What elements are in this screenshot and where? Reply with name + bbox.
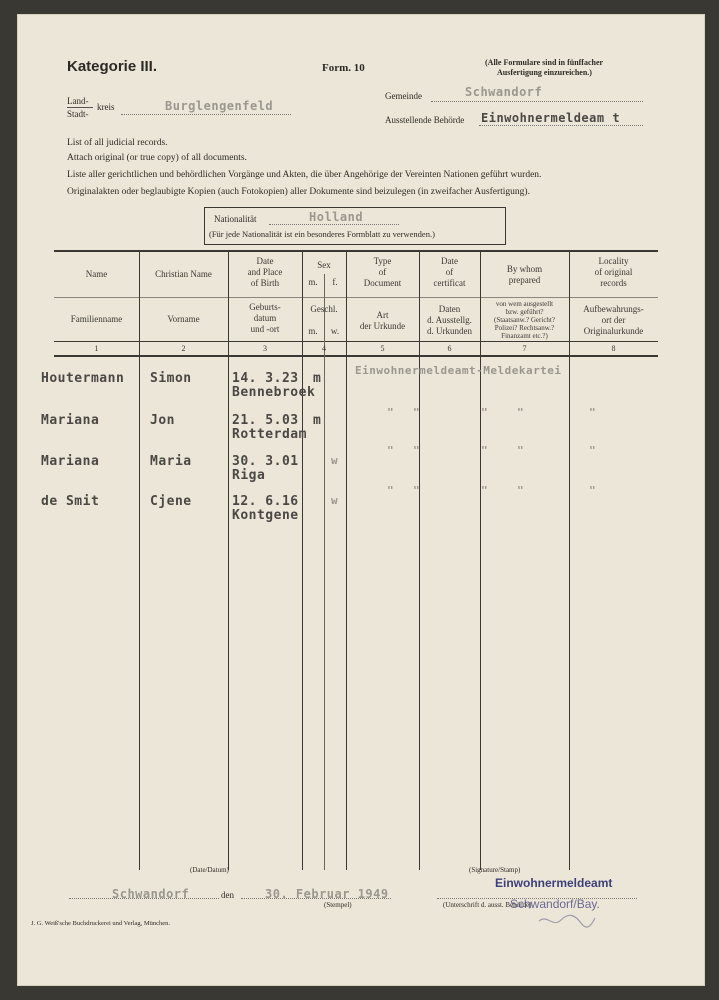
instruction-line-1: List of all judicial records. [67, 138, 168, 148]
row2-sex-m: m [313, 413, 322, 428]
row1-birth-place: Bennebroek [232, 385, 316, 400]
behoerde-field-line [479, 125, 643, 126]
row4-locality: " [589, 484, 597, 497]
table-top-border [54, 250, 658, 252]
row4-family-name: de Smit [41, 494, 100, 509]
column-divider-5-6 [419, 250, 420, 870]
row2-document-date: " [413, 406, 421, 419]
col-sex-de: Geschl. [310, 304, 338, 314]
col-number-5: 5 [380, 344, 385, 353]
row2-family-name: Mariana [41, 413, 100, 428]
printer-imprint: J. G. Weiß'sche Buchdruckerei und Verlag, München. [31, 920, 171, 927]
form-page [17, 14, 705, 986]
unterschrift-caption: (Unterschrift d. ausst. Behörde) [443, 901, 532, 909]
row3-birth-place: Riga [232, 468, 266, 483]
row4-document-type: " [387, 484, 395, 497]
col-number-4: 4 [322, 344, 326, 353]
gemeinde-value: Schwandorf [465, 85, 543, 99]
col-type-en: Type of Document [363, 256, 402, 288]
nationality-field-line [269, 224, 399, 225]
date-caption: (Date/Datum) [190, 866, 229, 874]
table-mid-divider [54, 297, 658, 298]
copies-note-line2: Ausfertigung einzureichen.) [497, 68, 592, 77]
row3-document-type: " [387, 444, 395, 457]
col-christian-name-en: Christian Name [155, 269, 212, 279]
gemeinde-label: Gemeinde [385, 91, 422, 101]
col-number-6: 6 [447, 344, 452, 353]
row2-locality: " [589, 406, 597, 419]
row3-first-name: Maria [150, 454, 192, 469]
column-divider-3-4 [302, 250, 303, 870]
row4-birth-date: 12. 6.16 [232, 494, 299, 509]
col-by-whom-de: von wem ausgestellt bzw. geführt? (Staatsanw.? Gericht? Polizei? Rechtsanw.? Finanzamt etc.?) [494, 300, 555, 340]
column-divider-sex [324, 274, 325, 870]
table-header-bottom [54, 355, 658, 357]
gemeinde-field-line [431, 101, 643, 102]
row4-document-date: " [413, 484, 421, 497]
stempel-caption: (Stempel) [324, 901, 352, 909]
col-number-1: 1 [94, 344, 99, 353]
nationality-value: Holland [309, 210, 364, 224]
copies-note-line1: (Alle Formulare sind in fünffacher [485, 58, 604, 67]
col-sex-m-de: m. [308, 326, 318, 336]
stadt-label: Stadt- [67, 109, 89, 119]
col-date-en: Date of certificat [433, 256, 466, 288]
col-sex-w-de: w. [330, 326, 340, 336]
col-sex-en: Sex [317, 260, 331, 270]
row4-birth-place: Kontgene [232, 508, 299, 523]
row1-document-type: Einwohnermeldeamt-Meldekartei [355, 364, 562, 377]
col-sex-m-en: m. [308, 277, 318, 287]
col-number-8: 8 [611, 344, 616, 353]
col-name-en: Name [85, 269, 108, 279]
behoerde-value: Einwohnermeldeam t [481, 111, 621, 125]
row2-first-name: Jon [150, 413, 175, 428]
row1-sex-m: m [313, 371, 322, 386]
row1-birth-date: 14. 3.23 [232, 371, 299, 386]
kreis-field-line [121, 114, 291, 115]
row3-family-name: Mariana [41, 454, 100, 469]
row2-document-type: " [387, 406, 395, 419]
row2-prepared-by-2: " [517, 406, 525, 419]
row3-birth-date: 30. 3.01 [232, 454, 299, 469]
col-type-de: Art der Urkunde [359, 310, 406, 331]
col-locality-de: Aufbewahrungs- ort der Originalurkunde [583, 304, 644, 336]
table-number-divider [54, 341, 658, 342]
signature-caption: (Signature/Stamp) [469, 866, 521, 874]
row4-prepared-by: " [481, 484, 489, 497]
column-divider-4-5 [346, 250, 347, 870]
column-divider-7-8 [569, 250, 570, 870]
col-birth-en: Date and Place of Birth [247, 256, 283, 288]
behoerde-label: Ausstellende Behörde [385, 115, 465, 125]
col-christian-name-de: Vorname [167, 314, 200, 324]
land-label: Land- [67, 96, 89, 106]
column-divider-2-3 [228, 250, 229, 870]
kreis-value: Burglengenfeld [165, 99, 274, 113]
row3-sex-w: w [331, 454, 339, 467]
row4-sex-w: w [331, 494, 339, 507]
col-birth-de: Geburts- datum und -ort [249, 302, 281, 334]
row3-document-date: " [413, 444, 421, 457]
row1-family-name: Houtermann [41, 371, 125, 386]
instruction-line-2: Attach original (or true copy) of all documents. [67, 153, 247, 163]
stamp-scribble [537, 912, 597, 935]
den-label: den [221, 890, 234, 900]
row2-prepared-by: " [481, 406, 489, 419]
column-divider-1-2 [139, 250, 140, 870]
category-title: Kategorie III. [67, 58, 158, 75]
row3-prepared-by-2: " [517, 444, 525, 457]
row3-locality: " [589, 444, 597, 457]
col-name-de: Familienname [70, 314, 123, 324]
col-by-whom-en: By whom prepared [506, 264, 543, 285]
col-number-2: 2 [181, 344, 186, 353]
nationality-note: (Für jede Nationalität ist ein besonderes Formblatt zu verwenden.) [209, 229, 435, 239]
row2-birth-place: Rotterdam [232, 427, 307, 442]
land-stadt-divider [67, 107, 93, 108]
col-locality-en: Locality of original records [594, 256, 633, 288]
row4-first-name: Cjene [150, 494, 192, 509]
row2-birth-date: 21. 5.03 [232, 413, 299, 428]
row4-prepared-by-2: " [517, 484, 525, 497]
instruction-line-3: Liste aller gerichtlichen und behördlichen Vorgänge und Akten, die über Angehörige der Vereinten Nationen geführt wurden. [67, 170, 542, 180]
form-number: Form. 10 [322, 62, 365, 74]
col-number-7: 7 [522, 344, 527, 353]
kreis-label: kreis [97, 102, 115, 112]
row3-prepared-by: " [481, 444, 489, 457]
col-sex-f-en: f. [332, 277, 338, 287]
row1-first-name: Simon [150, 371, 192, 386]
nationality-label: Nationalität [214, 214, 257, 224]
stamp-line1: Einwohnermeldeamt [495, 876, 613, 890]
col-number-3: 3 [263, 344, 267, 353]
instruction-line-4: Originalakten oder beglaubigte Kopien (auch Fotokopien) aller Dokumente sind beizulegen (in zweifacher Ausfertigung). [67, 187, 530, 197]
place-value: Schwandorf [112, 887, 190, 901]
stamp-line2: Schwandorf/Bay. [510, 897, 600, 911]
col-date-de: Daten d. Ausstellg. d. Urkunden [427, 304, 472, 336]
date-value: 30. Februar 1949 [265, 887, 389, 901]
column-divider-6-7 [480, 250, 481, 870]
